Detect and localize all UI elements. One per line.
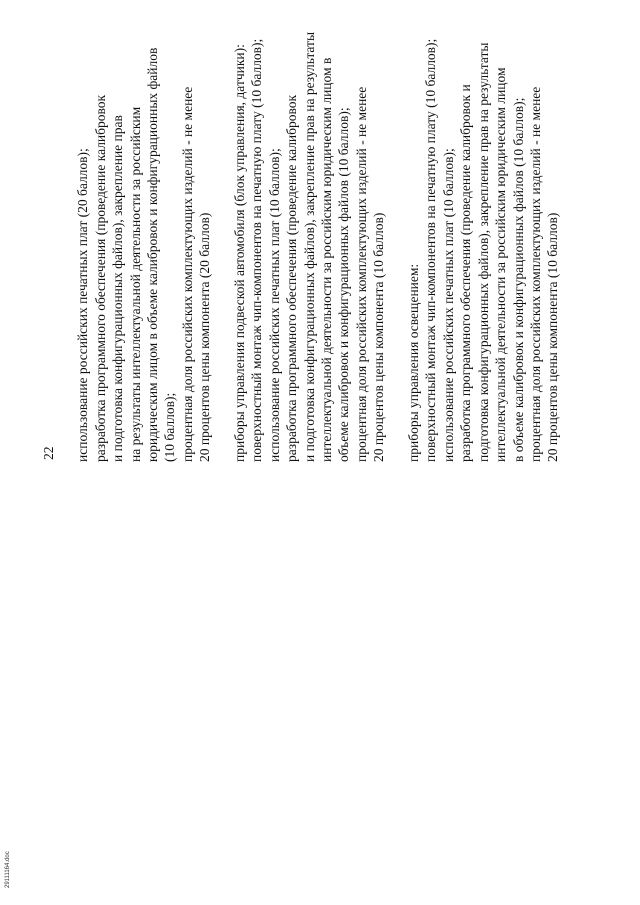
text-line: разработка программного обеспечения (проведение калибровок и [458, 84, 474, 462]
text-line: приборы управления освещением: [406, 263, 422, 462]
text-line: интеллектуальной деятельности за российским юридическим лицом в [319, 57, 335, 462]
text-line: объеме калибровок и конфигурационных файлов (10 баллов); [336, 107, 352, 462]
section-gap [388, 20, 405, 880]
section-gap [214, 20, 231, 880]
text-section [231, 20, 388, 880]
text-line: разработка программного обеспечения (проведение калибровок [284, 94, 300, 462]
text-line: поверхностный монтаж чип-компонентов на печатную плату (10 баллов); [249, 38, 265, 462]
text-line: 20 процентов цены компонента (20 баллов) [197, 212, 213, 462]
page-number: 22 [41, 446, 56, 460]
text-line: процентная доля российских комплектующих изделий - не менее [179, 86, 195, 462]
text-section [74, 20, 213, 880]
text-line: процентная доля российских комплектующих изделий - не менее [353, 86, 369, 462]
footer-filename: 29111164.doc [5, 851, 11, 888]
text-line: подготовка конфигурационных файлов), закрепление прав на результаты [475, 42, 491, 462]
text-line: и подготовка конфигурационных файлов), закрепление прав [110, 115, 126, 462]
text-line: приборы управления подвеской автомобиля (блок управления, датчики): [232, 44, 248, 462]
text-line: процентная доля российских комплектующих изделий - не менее [527, 86, 543, 462]
text-line: юридическим лицом в объеме калибровок и конфигурационных файлов [145, 47, 161, 462]
text-line: использование российских печатных плат (10 баллов); [440, 148, 456, 462]
text-line: (10 баллов); [162, 392, 178, 462]
text-line: поверхностный монтаж чип-компонентов на печатную плату (10 баллов); [423, 38, 439, 462]
text-line: разработка программного обеспечения (проведение калибровок [92, 94, 108, 462]
text-line: 20 процентов цены компонента (10 баллов) [371, 212, 387, 462]
text-line: использование российских печатных плат (20 баллов); [75, 148, 91, 462]
document-body [74, 20, 561, 880]
text-line: 20 процентов цены компонента (10 баллов) [545, 212, 561, 462]
text-line: и подготовка конфигурационных файлов), закрепление прав на результаты [301, 31, 317, 462]
text-section [405, 20, 562, 880]
rotated-page-content [40, 20, 562, 880]
text-line: использование российских печатных плат (10 баллов); [266, 148, 282, 462]
text-line: на результаты интеллектуальной деятельности за российским [127, 106, 143, 462]
text-line: в объеме калибровок и конфигурационных файлов (10 баллов); [510, 97, 526, 462]
text-line: интеллектуальной деятельности за российским юридическим лицом [493, 67, 509, 462]
spacer [57, 20, 74, 880]
